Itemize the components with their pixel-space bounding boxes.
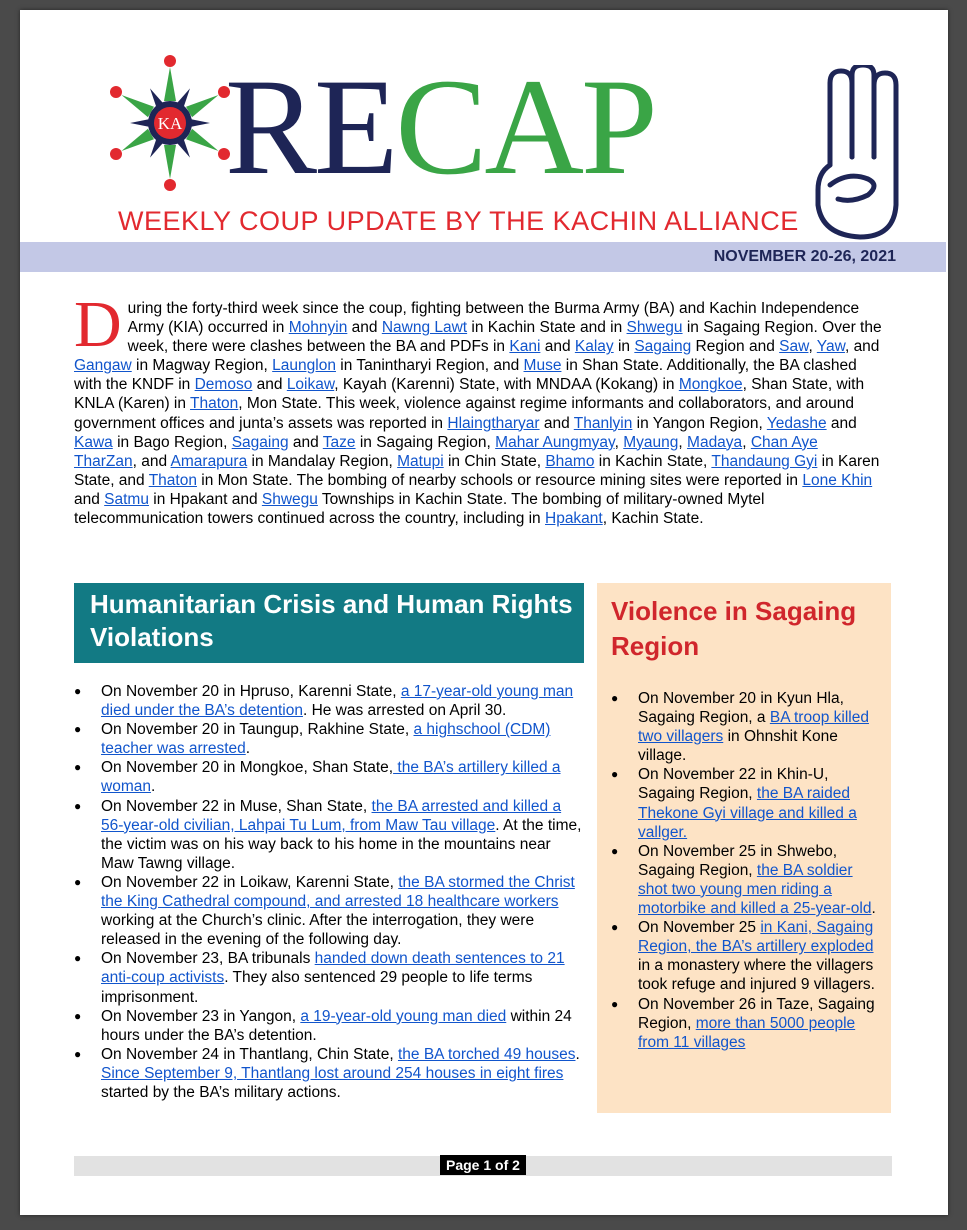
body-text: , xyxy=(614,433,624,451)
body-text: in Hpakant and xyxy=(148,490,262,508)
article-link[interactable]: the BA stormed the Christ the King Cathedral compound, and arrested 18 healthcare workers xyxy=(101,873,575,911)
body-text: , and xyxy=(844,338,880,356)
article-link[interactable]: Mohnyin xyxy=(288,319,348,337)
humanitarian-item xyxy=(74,1045,586,1102)
body-text: On November 22 in Khin-U, Sagaing Region, xyxy=(638,766,829,803)
body-text: in Karen State, and xyxy=(74,452,880,489)
intro-paragraph xyxy=(74,288,884,528)
article-link[interactable]: Since September 9, Thantlang lost around 254 houses in eight fires xyxy=(101,1064,564,1082)
body-text: within 24 hours under the BA’s detention. xyxy=(101,1007,572,1044)
body-text: On November 25 in Shwebo, Sagaing Region, xyxy=(638,842,838,879)
article-link[interactable]: Demoso xyxy=(194,376,253,394)
article-link[interactable]: a 19-year-old young man died xyxy=(300,1007,507,1025)
body-text: On November 25 xyxy=(638,919,761,937)
humanitarian-item xyxy=(74,758,586,796)
body-text: On November 23, BA tribunals xyxy=(101,950,315,968)
article-link[interactable]: the BA soldier shot two young men riding a motorbike and killed a 25-year-old xyxy=(638,861,872,918)
body-text: On November 24 in Thantlang, Chin State, xyxy=(101,1045,398,1063)
body-text: in Magway Region, xyxy=(131,357,273,375)
kachin-alliance-logo xyxy=(105,45,235,195)
article-link[interactable]: Matupi xyxy=(397,452,444,470)
article-link[interactable]: Taze xyxy=(322,433,356,451)
humanitarian-item xyxy=(74,797,586,873)
humanitarian-list xyxy=(74,682,586,1102)
body-text: . xyxy=(575,1045,580,1063)
body-text: , Shan State, with KNLA (Karen) in xyxy=(74,376,865,413)
article-link[interactable]: Lone Khin xyxy=(802,471,873,489)
body-text: . xyxy=(245,740,251,758)
article-link[interactable]: Amarapura xyxy=(170,452,248,470)
logo-letters: KA xyxy=(157,114,183,133)
sagaing-item xyxy=(611,689,881,765)
body-text: working at the Church’s clinic. After the interrogation, they were released in the evening of the following day. xyxy=(101,912,535,949)
sagaing-sidebar xyxy=(597,583,891,1113)
body-text: On November 20 in Mongkoe, Shan State, xyxy=(101,759,394,777)
body-text: in xyxy=(613,338,635,356)
body-text: in Bago Region, xyxy=(112,433,232,451)
humanitarian-item xyxy=(74,1007,586,1045)
article-link[interactable]: the BA’s artillery killed a woman xyxy=(101,759,561,796)
body-text: uring the forty-third week since the coup, fighting between the Burma Army (BA) and Kachin Independence Army (KIA) occurred in xyxy=(127,300,860,337)
body-text: started by the BA’s military actions. xyxy=(101,1083,341,1101)
body-text: . At the time, the victim was on his way back to his home in the mountains near Maw Tawng village. xyxy=(101,816,582,872)
body-text: Region and xyxy=(691,338,780,356)
article-link[interactable]: Sagaing xyxy=(634,338,692,356)
body-text: in Kachin State, xyxy=(594,452,712,470)
article-link[interactable]: Hlaingtharyar xyxy=(447,414,540,432)
article-link[interactable]: Sagaing xyxy=(231,433,289,451)
sagaing-heading: Violence in Sagaing Region xyxy=(611,596,857,661)
body-text: . xyxy=(871,900,876,918)
article-link[interactable]: Gangaw xyxy=(74,357,132,375)
intro-body xyxy=(74,300,882,527)
article-link[interactable]: Saw xyxy=(779,338,809,356)
body-text: , xyxy=(808,338,817,356)
body-text: On November 20 in Hpruso, Karenni State, xyxy=(101,683,401,700)
sagaing-list xyxy=(611,689,881,1052)
humanitarian-item xyxy=(74,682,586,720)
article-link[interactable]: more than 5000 people from 11 villages xyxy=(638,1014,856,1051)
article-link[interactable]: Mahar Aungmyay xyxy=(495,433,615,451)
body-text: and xyxy=(539,414,574,432)
body-text: On November 22 in Muse, Shan State, xyxy=(101,797,372,815)
body-text: On November 23 in Yangon, xyxy=(101,1007,301,1025)
body-text: in Kachin State and in xyxy=(467,319,627,337)
article-link[interactable]: the BA raided Thekone Gyi village and killed a vallger. xyxy=(638,785,857,841)
document-page xyxy=(20,10,948,1215)
article-link[interactable]: Thanlyin xyxy=(573,414,633,432)
subtitle: WEEKLY COUP UPDATE BY THE KACHIN ALLIANCE xyxy=(118,206,799,236)
article-link[interactable]: Satmu xyxy=(104,490,149,508)
body-text: , xyxy=(678,433,688,451)
article-link[interactable]: Hpakant xyxy=(545,510,603,528)
body-text: in Sagaing Region, xyxy=(355,433,496,451)
article-link[interactable]: Madaya xyxy=(687,433,743,451)
article-link[interactable]: Kalay xyxy=(574,338,614,356)
body-text: and xyxy=(347,319,382,337)
article-link[interactable]: Thaton xyxy=(190,395,239,413)
recap-title xyxy=(225,52,655,202)
body-text: in Mon State. The bombing of nearby schools or resource mining sites were reported in xyxy=(196,471,803,489)
body-text: On November 20 in Kyun Hla, Sagaing Region, a xyxy=(638,690,844,727)
humanitarian-item xyxy=(74,873,586,949)
article-link[interactable]: a highschool (CDM) teacher was arrested xyxy=(101,721,551,758)
article-link[interactable]: Yedashe xyxy=(766,414,827,432)
body-text: in Chin State, xyxy=(443,452,546,470)
article-link[interactable]: a 17-year-old young man died under the BA’s detention xyxy=(101,683,574,720)
article-link[interactable]: Thaton xyxy=(148,471,197,489)
page-number: Page 1 of 2 xyxy=(440,1155,526,1175)
article-link[interactable]: BA troop killed two villagers xyxy=(638,709,869,746)
body-text: , Mon State. This week, violence against regime informants and collaborators, and around government offices and junta’s assets was reported in xyxy=(74,395,855,432)
article-link[interactable]: the BA arrested and killed a 56-year-old civilian, Lahpai Tu Lum, from Maw Tau village xyxy=(101,797,562,834)
article-link[interactable]: Muse xyxy=(523,357,562,375)
article-link[interactable]: the BA torched 49 houses xyxy=(397,1045,576,1063)
three-finger-salute-icon xyxy=(808,65,918,245)
sagaing-item xyxy=(611,995,881,1052)
article-link[interactable]: Nawng Lawt xyxy=(381,319,468,337)
body-text: and xyxy=(74,490,105,508)
body-text: and xyxy=(252,376,287,394)
body-text: On November 22 in Loikaw, Karenni State, xyxy=(101,873,399,891)
article-link[interactable]: Yaw xyxy=(816,338,845,356)
sagaing-item xyxy=(611,918,881,994)
body-text: On November 20 in Taungup, Rakhine State, xyxy=(101,721,414,739)
title-re: RE xyxy=(225,50,396,203)
body-text: in a monastery where the villagers took refuge and injured 9 villagers. xyxy=(638,957,875,994)
body-text: , and xyxy=(132,452,171,470)
humanitarian-item xyxy=(74,720,586,758)
body-text: , Kachin State. xyxy=(602,510,704,528)
body-text: Townships in Kachin State. The bombing of military-owned Mytel telecommunication towers continued across the country, including in xyxy=(74,490,765,528)
article-link[interactable]: in Kani, Sagaing Region, the BA’s artillery exploded xyxy=(638,919,874,956)
article-link[interactable]: Launglon xyxy=(272,357,336,375)
article-link[interactable]: Loikaw xyxy=(286,376,335,394)
humanitarian-heading: Humanitarian Crisis and Human Rights Violations xyxy=(74,583,584,663)
article-link[interactable]: Chan Aye TharZan xyxy=(74,433,818,470)
body-text: and xyxy=(288,433,323,451)
body-text: in Sagaing Region. Over the week, there were clashes between the BA and PDFs in xyxy=(127,319,882,356)
body-text: and xyxy=(826,414,857,432)
sagaing-item xyxy=(611,842,881,918)
body-text: in Ohnshit Kone village. xyxy=(638,728,838,765)
body-text: . They also sentenced 29 people to life terms imprisonment. xyxy=(101,969,533,1006)
date-bar xyxy=(20,242,946,272)
body-text: . He was arrested on April 30. xyxy=(302,702,507,720)
article-link[interactable]: Shwegu xyxy=(261,490,318,508)
title-cap: CAP xyxy=(395,50,655,203)
article-link[interactable]: handed down death sentences to 21 anti-coup activists xyxy=(101,950,565,987)
sagaing-item xyxy=(611,765,881,841)
body-text: in Mandalay Region, xyxy=(247,452,398,470)
article-link[interactable]: Mongkoe xyxy=(678,376,743,394)
article-link[interactable]: Kawa xyxy=(74,433,113,451)
body-text: . xyxy=(150,778,156,796)
body-text: in Tanintharyi Region, and xyxy=(335,357,524,375)
article-link[interactable]: Myaung xyxy=(623,433,679,451)
body-text: , xyxy=(742,433,751,451)
drop-cap: D xyxy=(74,288,122,361)
body-text: in Yangon Region, xyxy=(632,414,767,432)
article-link[interactable]: Bhamo xyxy=(545,452,595,470)
article-link[interactable]: Kani xyxy=(509,338,541,356)
article-link[interactable]: Thandaung Gyi xyxy=(711,452,818,470)
humanitarian-item xyxy=(74,949,586,1006)
body-text: and xyxy=(540,338,575,356)
body-text: On November 26 in Taze, Sagaing Region, xyxy=(638,995,875,1032)
article-link[interactable]: Shwegu xyxy=(626,319,683,337)
issue-date: NOVEMBER 20-26, 2021 xyxy=(713,248,896,265)
body-text: , Kayah (Karenni) State, with MNDAA (Kokang) in xyxy=(334,376,679,394)
body-text: in Shan State. Additionally, the BA clashed with the KNDF in xyxy=(74,357,857,394)
